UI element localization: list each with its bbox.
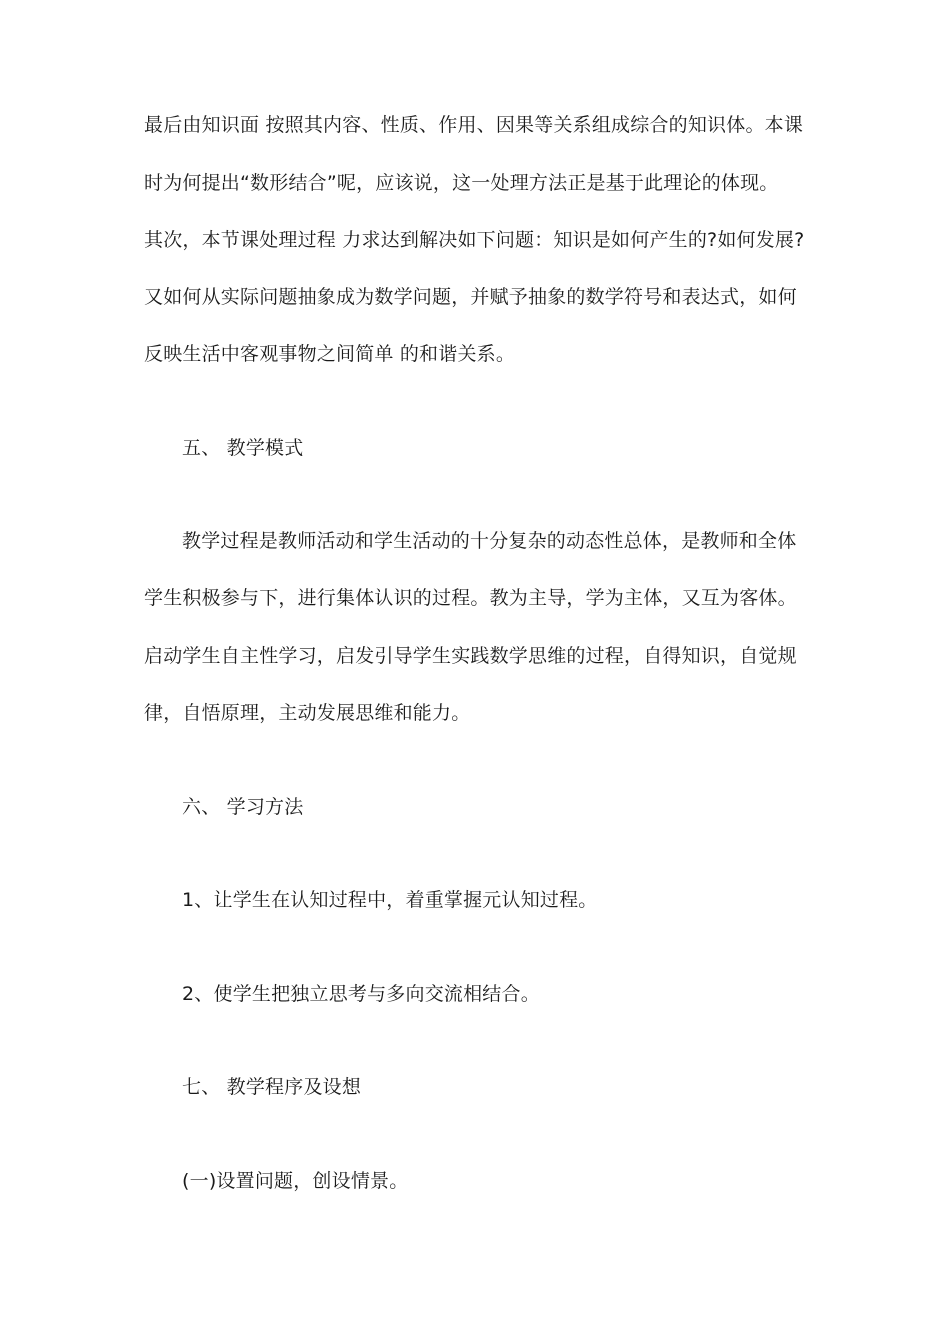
paragraph-line: 最后由知识面 按照其内容、性质、作用、因果等关系组成综合的知识体。本课 [144, 114, 804, 136]
section-heading-7: 七、 教学程序及设想 [182, 1076, 362, 1098]
sub-heading-step-1: (一)设置问题，创设情景。 [182, 1170, 409, 1192]
paragraph-line: 教学过程是教师活动和学生活动的十分复杂的动态性总体，是教师和全体 [182, 530, 797, 552]
paragraph-line: 学生积极参与下，进行集体认识的过程。教为主导，学为主体，又互为客体。 [144, 587, 797, 609]
paragraph-line: 律，自悟原理，主动发展思维和能力。 [144, 702, 471, 724]
paragraph-line: 反映生活中客观事物之间简单 的和谐关系。 [144, 343, 516, 365]
list-item-method-2: 2、使学生把独立思考与多向交流相结合。 [182, 983, 540, 1005]
paragraph-line: 其次，本节课处理过程 力求达到解决如下问题：知识是如何产生的?如何发展? [144, 229, 805, 251]
paragraph-line: 启动学生自主性学习，启发引导学生实践数学思维的过程，自得知识，自觉规 [144, 645, 797, 667]
section-heading-6: 六、 学习方法 [182, 796, 304, 818]
paragraph-line: 时为何提出“数形结合”呢，应该说，这一处理方法正是基于此理论的体现。 [144, 172, 779, 194]
list-item-method-1: 1、让学生在认知过程中，着重掌握元认知过程。 [182, 889, 598, 911]
section-heading-5: 五、 教学模式 [182, 437, 304, 459]
paragraph-line: 又如何从实际问题抽象成为数学问题，并赋予抽象的数学符号和表达式，如何 [144, 286, 797, 308]
